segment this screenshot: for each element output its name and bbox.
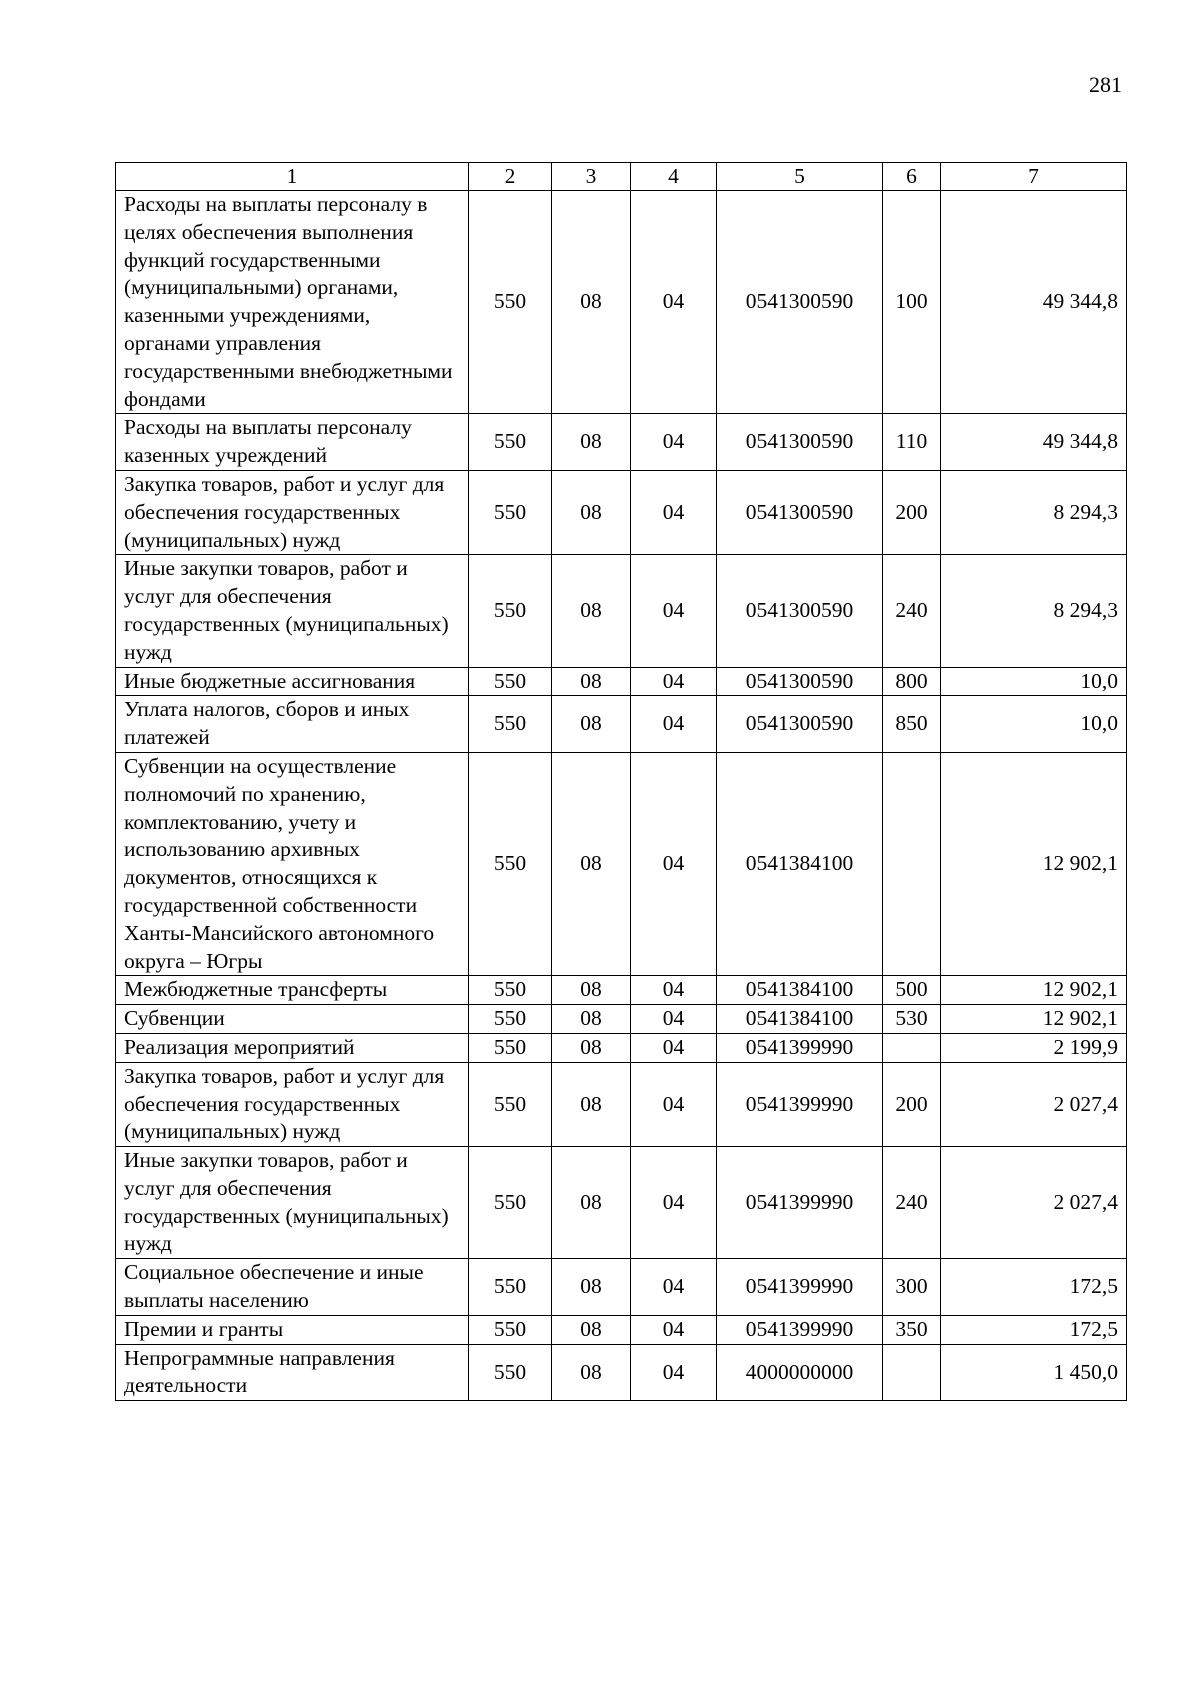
row-col-3: 08 [552, 1005, 631, 1034]
row-col-5: 0541384100 [717, 976, 883, 1005]
row-amount: 49 344,8 [941, 191, 1127, 414]
table-row [116, 1033, 1127, 1062]
row-col-4: 04 [631, 696, 717, 753]
row-amount: 10,0 [941, 667, 1127, 696]
row-amount: 12 902,1 [941, 752, 1127, 975]
table-row [116, 414, 1127, 471]
row-amount: 2 027,4 [941, 1147, 1127, 1259]
table-row [116, 976, 1127, 1005]
row-amount: 8 294,3 [941, 470, 1127, 554]
row-name: Иные закупки товаров, работ и услуг для обеспечения государственных (муниципальных) нужд [116, 555, 469, 667]
row-name: Закупка товаров, работ и услуг для обеспечения государственных (муниципальных) нужд [116, 470, 469, 554]
table-row [116, 1005, 1127, 1034]
row-col-2: 550 [469, 752, 552, 975]
row-col-3: 08 [552, 696, 631, 753]
row-col-4: 04 [631, 1005, 717, 1034]
table-row [116, 1147, 1127, 1259]
row-col-6: 110 [883, 414, 941, 471]
row-col-4: 04 [631, 1315, 717, 1344]
row-col-3: 08 [552, 414, 631, 471]
row-col-6 [883, 752, 941, 975]
row-col-2: 550 [469, 696, 552, 753]
row-name: Субвенции на осуществление полномочий по хранению, комплектованию, учету и использованию архивных документов, относящихся к государственной собственности Ханты-Мансийского автономного округа – Югры [116, 752, 469, 975]
row-col-6: 800 [883, 667, 941, 696]
row-col-3: 08 [552, 1147, 631, 1259]
row-col-2: 550 [469, 1315, 552, 1344]
row-col-6: 850 [883, 696, 941, 753]
row-col-2: 550 [469, 191, 552, 414]
table-row [116, 1062, 1127, 1146]
row-col-5: 0541399990 [717, 1062, 883, 1146]
row-col-2: 550 [469, 1259, 552, 1316]
row-col-6: 500 [883, 976, 941, 1005]
row-amount: 8 294,3 [941, 555, 1127, 667]
row-col-3: 08 [552, 1259, 631, 1316]
row-name: Иные закупки товаров, работ и услуг для обеспечения государственных (муниципальных) нужд [116, 1147, 469, 1259]
row-col-5: 0541300590 [717, 414, 883, 471]
row-col-4: 04 [631, 414, 717, 471]
row-name: Уплата налогов, сборов и иных платежей [116, 696, 469, 753]
column-header-1: 1 [116, 163, 469, 191]
row-name: Непрограммные направления деятельности [116, 1344, 469, 1401]
table-header [116, 163, 1127, 191]
row-col-3: 08 [552, 1062, 631, 1146]
row-col-2: 550 [469, 470, 552, 554]
row-col-4: 04 [631, 191, 717, 414]
row-col-4: 04 [631, 1033, 717, 1062]
row-col-6: 200 [883, 470, 941, 554]
row-col-6: 300 [883, 1259, 941, 1316]
row-col-4: 04 [631, 752, 717, 975]
table-row [116, 1259, 1127, 1316]
row-name: Субвенции [116, 1005, 469, 1034]
row-col-2: 550 [469, 976, 552, 1005]
column-header-4: 4 [631, 163, 717, 191]
row-col-2: 550 [469, 555, 552, 667]
row-col-3: 08 [552, 1315, 631, 1344]
table-body [116, 191, 1127, 1401]
row-col-3: 08 [552, 667, 631, 696]
row-name: Премии и гранты [116, 1315, 469, 1344]
row-col-6 [883, 1033, 941, 1062]
row-amount: 12 902,1 [941, 1005, 1127, 1034]
row-amount: 10,0 [941, 696, 1127, 753]
row-col-4: 04 [631, 1062, 717, 1146]
row-col-4: 04 [631, 1344, 717, 1401]
row-col-4: 04 [631, 555, 717, 667]
row-name: Межбюджетные трансферты [116, 976, 469, 1005]
row-col-2: 550 [469, 1062, 552, 1146]
row-amount: 172,5 [941, 1259, 1127, 1316]
row-amount: 172,5 [941, 1315, 1127, 1344]
row-col-4: 04 [631, 470, 717, 554]
row-col-5: 4000000000 [717, 1344, 883, 1401]
row-col-4: 04 [631, 976, 717, 1005]
row-col-3: 08 [552, 1033, 631, 1062]
row-name: Закупка товаров, работ и услуг для обеспечения государственных (муниципальных) нужд [116, 1062, 469, 1146]
row-col-5: 0541300590 [717, 696, 883, 753]
row-col-2: 550 [469, 1147, 552, 1259]
row-col-3: 08 [552, 752, 631, 975]
row-name: Иные бюджетные ассигнования [116, 667, 469, 696]
row-name: Реализация мероприятий [116, 1033, 469, 1062]
table-row [116, 1344, 1127, 1401]
row-col-5: 0541300590 [717, 555, 883, 667]
row-col-6: 240 [883, 1147, 941, 1259]
row-col-2: 550 [469, 1033, 552, 1062]
row-col-2: 550 [469, 414, 552, 471]
row-col-6: 240 [883, 555, 941, 667]
column-header-5: 5 [717, 163, 883, 191]
table-row [116, 555, 1127, 667]
row-col-5: 0541399990 [717, 1315, 883, 1344]
row-name: Расходы на выплаты персоналу казенных учреждений [116, 414, 469, 471]
row-col-2: 550 [469, 1005, 552, 1034]
column-header-3: 3 [552, 163, 631, 191]
header-row [116, 163, 1127, 191]
row-col-4: 04 [631, 1147, 717, 1259]
row-col-5: 0541300590 [717, 470, 883, 554]
table-row [116, 752, 1127, 975]
table-row [116, 667, 1127, 696]
row-col-2: 550 [469, 1344, 552, 1401]
row-amount: 2 199,9 [941, 1033, 1127, 1062]
budget-table [115, 162, 1127, 1401]
row-col-3: 08 [552, 470, 631, 554]
column-header-7: 7 [941, 163, 1127, 191]
row-col-5: 0541384100 [717, 752, 883, 975]
row-col-3: 08 [552, 976, 631, 1005]
table-row [116, 470, 1127, 554]
row-name: Расходы на выплаты персоналу в целях обеспечения выполнения функций государственными (муниципальными) органами, казенными учреждениями, органами управления государственными внебюджетными фондами [116, 191, 469, 414]
column-header-6: 6 [883, 163, 941, 191]
row-col-5: 0541300590 [717, 191, 883, 414]
row-col-2: 550 [469, 667, 552, 696]
table-row [116, 696, 1127, 753]
row-col-4: 04 [631, 667, 717, 696]
row-col-3: 08 [552, 555, 631, 667]
table-row [116, 191, 1127, 414]
row-col-5: 0541399990 [717, 1259, 883, 1316]
row-col-6: 530 [883, 1005, 941, 1034]
row-col-5: 0541384100 [717, 1005, 883, 1034]
row-col-6: 200 [883, 1062, 941, 1146]
row-col-5: 0541399990 [717, 1033, 883, 1062]
row-amount: 49 344,8 [941, 414, 1127, 471]
row-amount: 1 450,0 [941, 1344, 1127, 1401]
row-col-5: 0541300590 [717, 667, 883, 696]
column-header-2: 2 [469, 163, 552, 191]
row-col-3: 08 [552, 191, 631, 414]
page-number: 281 [1089, 72, 1122, 97]
row-col-6: 100 [883, 191, 941, 414]
row-col-6: 350 [883, 1315, 941, 1344]
row-col-4: 04 [631, 1259, 717, 1316]
row-amount: 2 027,4 [941, 1062, 1127, 1146]
row-name: Социальное обеспечение и иные выплаты населению [116, 1259, 469, 1316]
row-col-6 [883, 1344, 941, 1401]
row-col-3: 08 [552, 1344, 631, 1401]
row-col-5: 0541399990 [717, 1147, 883, 1259]
row-amount: 12 902,1 [941, 976, 1127, 1005]
table-row [116, 1315, 1127, 1344]
